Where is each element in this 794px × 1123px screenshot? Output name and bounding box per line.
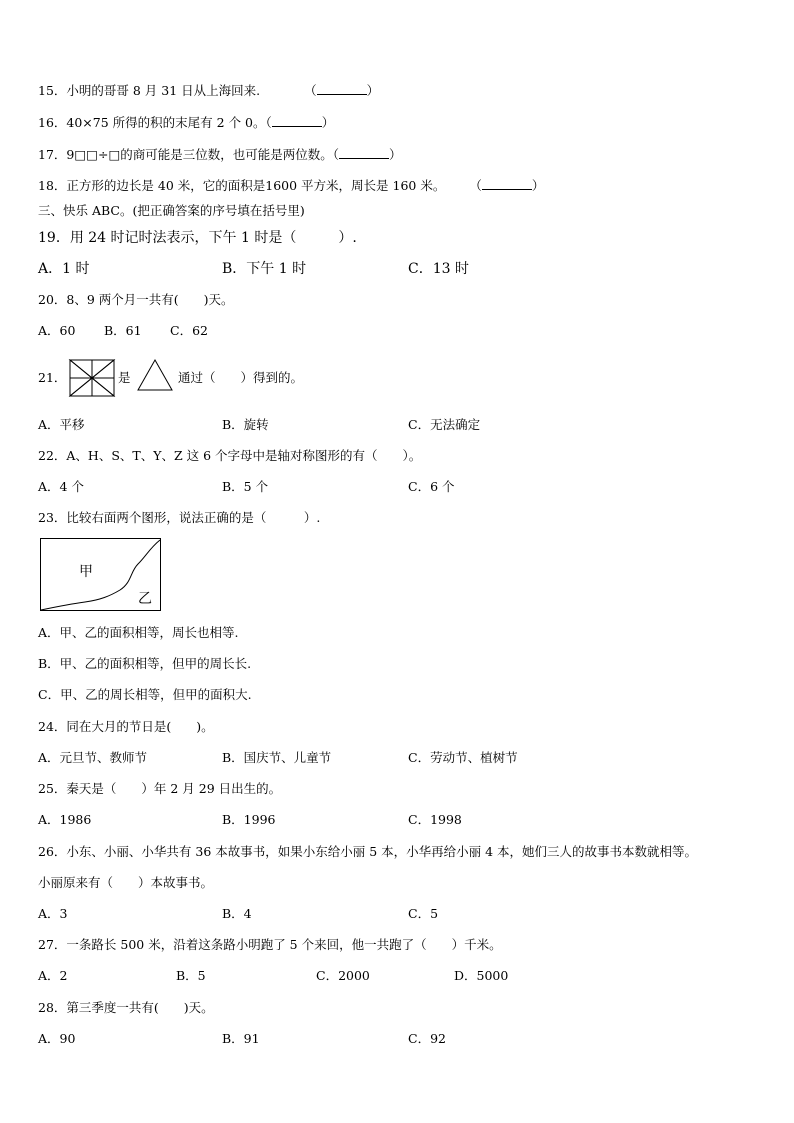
option-b[interactable]: B．91	[222, 1031, 260, 1046]
question-21-number: 21．	[38, 370, 67, 385]
question-19-text: 19．用 24 时记时法表示，下午 1 时是（ ）.	[38, 230, 357, 246]
option-b[interactable]: B．5 个	[222, 479, 269, 494]
option-c[interactable]: C．劳动节、植树节	[408, 750, 518, 765]
question-28-text: 28．第三季度一共有( )天。	[38, 1000, 214, 1015]
answer-blank[interactable]	[339, 146, 389, 159]
question-26-text: 26．小东、小丽、小华共有 36 本故事书，如果小东给小丽 5 本，小华再给小丽 4 本，她们三人的故事书本数就相等。	[38, 844, 698, 859]
option-b[interactable]: B．5	[176, 968, 206, 983]
option-c[interactable]: C．5	[408, 906, 439, 921]
figure-label-jia: 甲	[79, 564, 93, 580]
question-20-text: 20．8、9 两个月一共有( )天。	[38, 292, 234, 307]
question-27-text: 27．一条路长 500 米，沿着这条路小明跑了 5 个来回，他一共跑了（ ）千米。	[38, 937, 502, 952]
question-23-text: 23．比较右面两个图形，说法正确的是（ ）.	[38, 510, 321, 525]
option-b[interactable]: B．国庆节、儿童节	[222, 750, 332, 765]
paren-close: ）	[366, 83, 380, 98]
paren-close: ）	[321, 115, 335, 130]
paren-open: （	[304, 83, 317, 98]
option-c[interactable]: C．无法确定	[408, 417, 481, 432]
question-16-text: 16．40×75 所得的积的末尾有 2 个 0。（	[38, 115, 272, 130]
question-15	[38, 82, 379, 100]
triangle-figure	[136, 358, 174, 392]
option-c[interactable]: C．13 时	[408, 261, 469, 277]
section-title: 三、快乐 ABC。(把正确答案的序号填在括号里)	[38, 203, 305, 218]
option-a[interactable]: A．90	[38, 1031, 76, 1046]
answer-blank[interactable]	[272, 114, 322, 127]
paren-close: ）	[389, 147, 402, 162]
option-b[interactable]: B．下午 1 时	[222, 261, 307, 277]
option-b[interactable]: B．甲、乙的面积相等，但甲的周长长.	[38, 656, 252, 671]
question-22-text: 22．A、H、S、T、Y、Z 这 6 个字母中是轴对称图形的有（ ）。	[38, 448, 422, 463]
question-18-text: 18．正方形的边长是 40 米，它的面积是1600 平方米，周长是 160 米。	[38, 178, 446, 193]
paren-close: ）	[531, 178, 545, 193]
option-c[interactable]: C．6 个	[408, 479, 455, 494]
option-c[interactable]: C．2000	[316, 968, 370, 983]
option-c[interactable]: C．甲、乙的周长相等，但甲的面积大.	[38, 687, 252, 702]
option-a[interactable]: A．平移	[38, 417, 85, 432]
option-a[interactable]: A．3	[38, 906, 68, 921]
figure-label-yi: 乙	[138, 591, 152, 607]
question-16	[38, 114, 334, 132]
question-24-text: 24．同在大月的节日是( )。	[38, 719, 214, 734]
pinwheel-figure	[68, 358, 116, 398]
option-b[interactable]: B．旋转	[222, 417, 269, 432]
option-a[interactable]: A．1986	[38, 812, 92, 827]
question-26-text-cont: 小丽原来有（ ）本故事书。	[38, 875, 214, 890]
option-a[interactable]: A．4 个	[38, 479, 84, 494]
question-18	[38, 177, 544, 195]
option-d[interactable]: D．5000	[454, 968, 509, 983]
option-a[interactable]: A．甲、乙的面积相等，周长也相等.	[38, 625, 239, 640]
answer-blank[interactable]	[317, 82, 367, 95]
option-c[interactable]: C．92	[408, 1031, 446, 1046]
question-21-tail: 通过（ ）得到的。	[178, 370, 304, 385]
option-c[interactable]: C．62	[170, 323, 208, 338]
option-b[interactable]: B．61	[104, 323, 142, 338]
option-c[interactable]: C．1998	[408, 812, 462, 827]
option-a[interactable]: A．元旦节、教师节	[38, 750, 148, 765]
question-25-text: 25．秦天是（ ）年 2 月 29 日出生的。	[38, 781, 282, 796]
option-b[interactable]: B．1996	[222, 812, 276, 827]
option-a[interactable]: A．60	[38, 323, 76, 338]
question-15-text: 15．小明的哥哥 8 月 31 日从上海回来.	[38, 83, 261, 98]
question-21-mid: 是	[118, 370, 131, 385]
question-17-text: 17．9□□÷□的商可能是三位数，也可能是两位数。（	[38, 147, 340, 162]
option-a[interactable]: A．1 时	[38, 261, 90, 277]
option-a[interactable]: A．2	[38, 968, 68, 983]
paren-open: （	[469, 178, 482, 193]
question-17	[38, 146, 402, 164]
answer-blank[interactable]	[482, 177, 532, 190]
option-b[interactable]: B．4	[222, 906, 252, 921]
